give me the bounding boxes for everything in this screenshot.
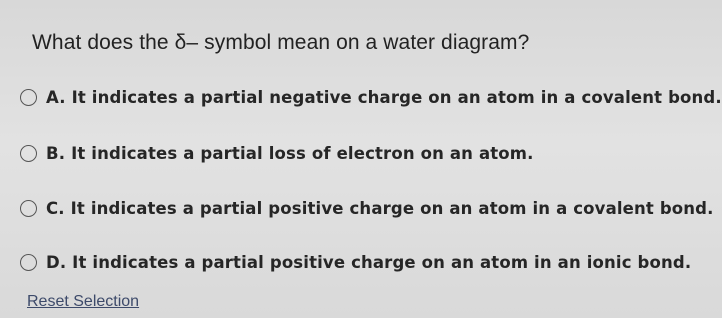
option-d-radio[interactable]	[20, 254, 37, 271]
option-d-text: It indicates a partial positive charge on an atom in an ionic bond.	[72, 253, 692, 272]
option-c-text: It indicates a partial positive charge on an atom in a covalent bond.	[70, 199, 714, 218]
option-a-letter: A.	[46, 88, 66, 107]
question-text: What does the δ– symbol mean on a water diagram?	[32, 31, 530, 54]
option-d-label	[46, 253, 691, 272]
option-c-label	[46, 199, 714, 218]
reset-selection-link[interactable]: Reset Selection	[27, 293, 140, 310]
option-a-radio[interactable]	[20, 89, 37, 106]
option-a-text: It indicates a partial negative charge on an atom in a covalent bond.	[71, 88, 722, 107]
option-b-radio[interactable]	[20, 145, 37, 162]
option-b-label	[46, 144, 534, 163]
option-c-radio[interactable]	[20, 200, 37, 217]
option-a-label	[46, 88, 722, 107]
option-b[interactable]	[20, 144, 534, 163]
option-d[interactable]	[20, 253, 691, 272]
option-b-letter: B.	[46, 144, 66, 163]
option-c-letter: C.	[46, 199, 65, 218]
option-a[interactable]	[20, 88, 722, 107]
option-c[interactable]	[20, 199, 714, 218]
option-d-letter: D.	[46, 253, 67, 272]
option-b-text: It indicates a partial loss of electron on an atom.	[71, 144, 534, 163]
